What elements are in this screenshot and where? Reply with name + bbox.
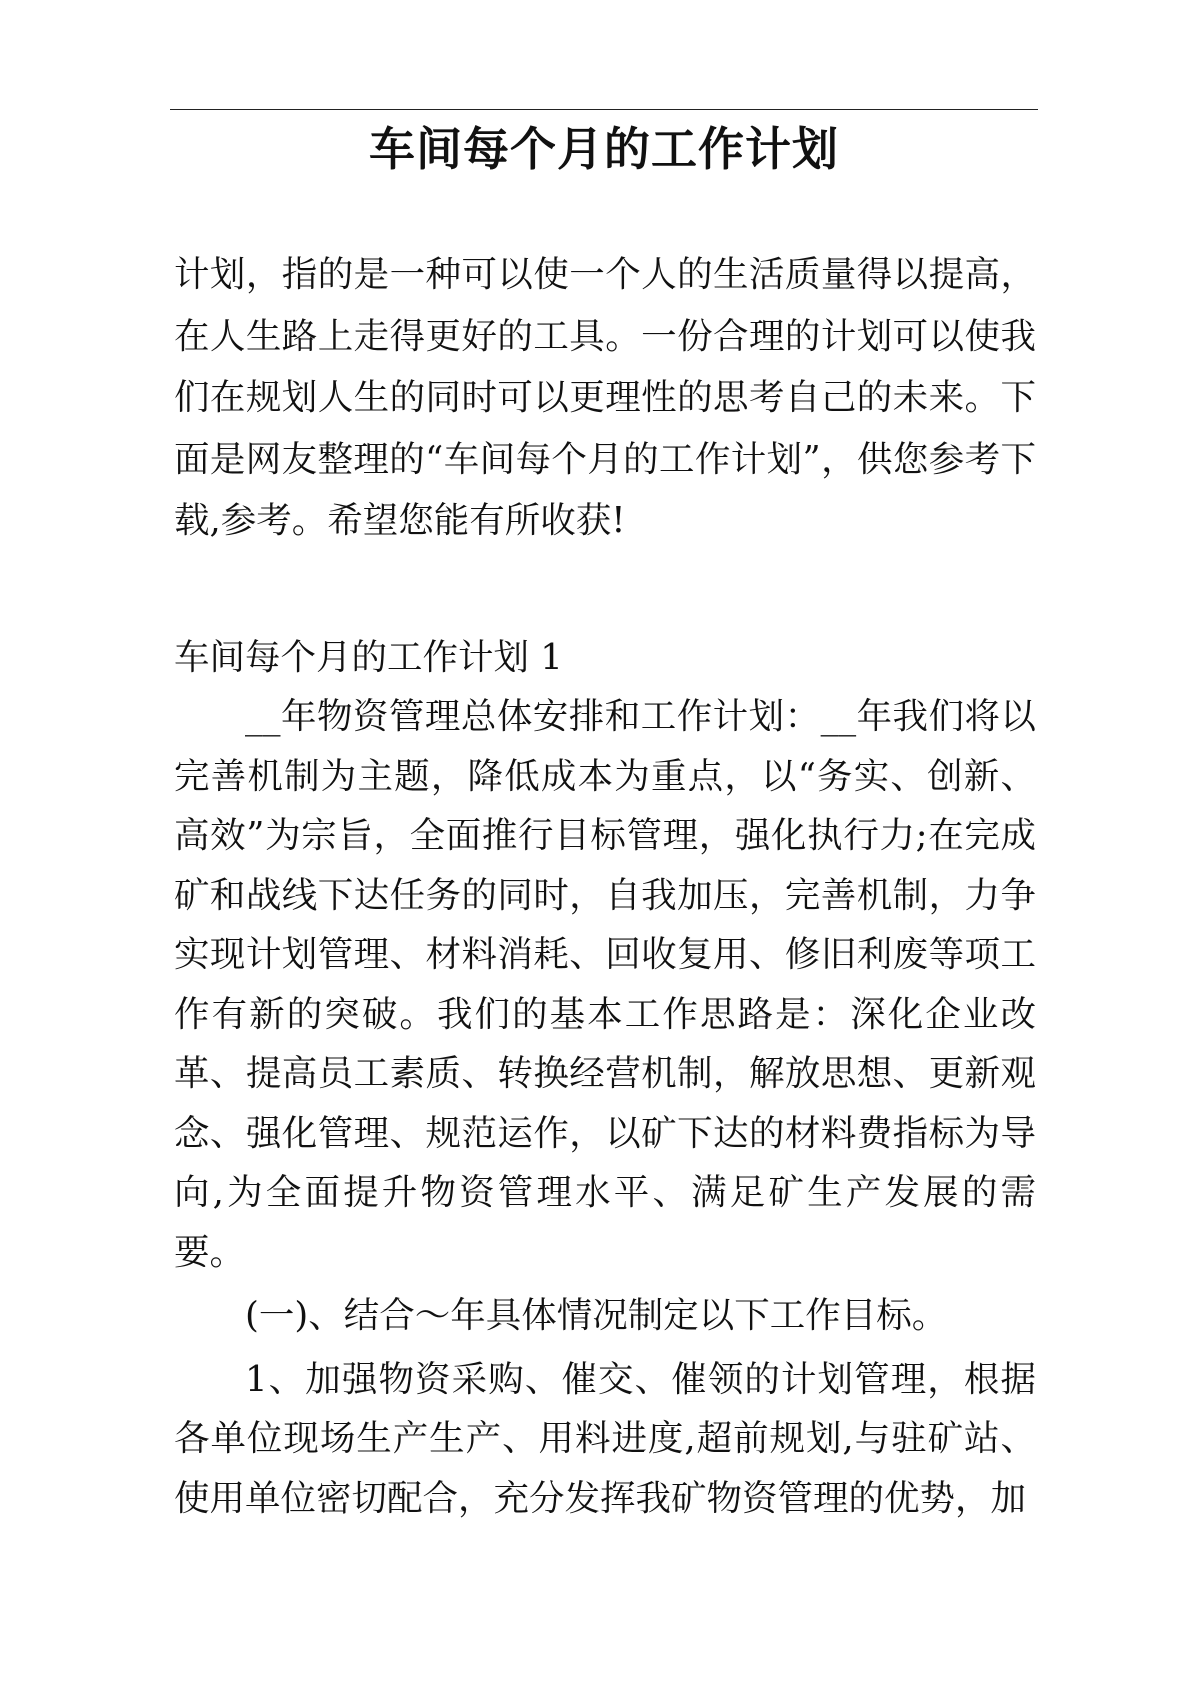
header-rule: [170, 109, 1038, 110]
body-paragraph: 1、加强物资采购、催交、催领的计划管理，根据各单位现场生产生产、用料进度,超前规划,与驻矿站、使用单位密切配合，充分发挥我矿物资管理的优势，加: [174, 1358, 1036, 1519]
body-paragraph: __年物资管理总体安排和工作计划：__年我们将以完善机制为主题，降低成本为重点，以“务实、创新、高效”为宗旨，全面推行目标管理，强化执行力;在完成矿和战线下达任务的同时，自我加压，完善机制，力争实现计划管理、材料消耗、回收复用、修旧利废等项工作有新的突破。我们的基本工作思路是：深化企业改革、提高员工素质、转换经营机制，解放思想、更新观念、强化管理、规范运作，以矿下达的材料费指标为导向,为全面提升物资管理水平、满足矿生产发展的需要。: [174, 696, 1036, 1273]
section-heading: 车间每个月的工作计划 1: [174, 637, 563, 678]
body-paragraph: (一)、结合～年具体情况制定以下工作目标。: [245, 1295, 948, 1336]
section-body: [174, 687, 1036, 1532]
intro-paragraph: 计划，指的是一种可以使一个人的生活质量得以提高，在人生路上走得更好的工具。一份合理的计划可以使我们在规划人生的同时可以更理性的思考自己的未来。下面是网友整理的“车间每个月的工作计划”，供您参考下载,参考。希望您能有所收获!: [174, 254, 1036, 541]
document-title: 车间每个月的工作计划: [369, 122, 839, 176]
